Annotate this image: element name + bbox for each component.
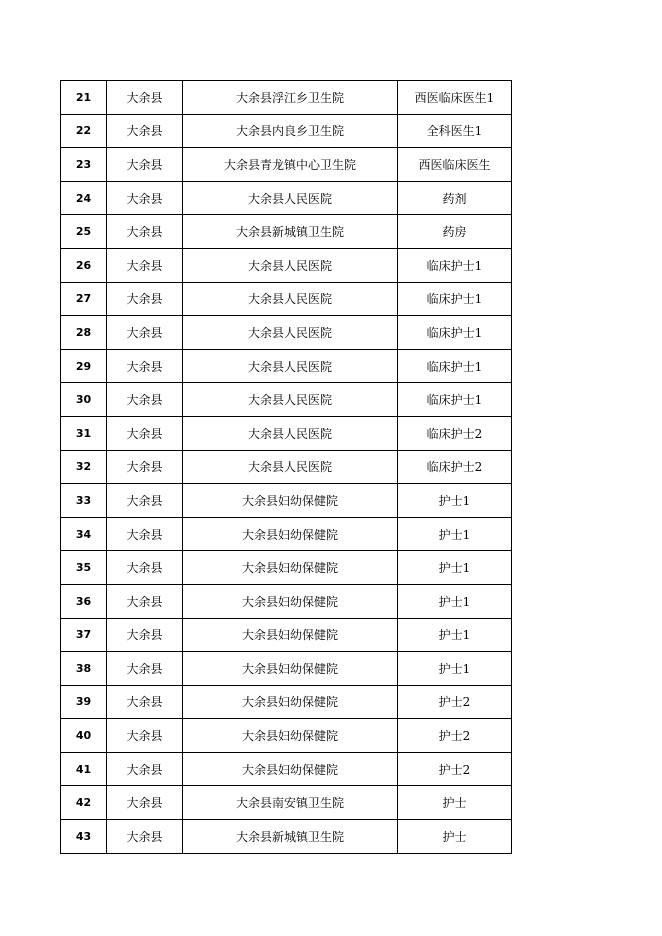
unit-cell: 大余县妇幼保健院 [183, 484, 398, 517]
row-number-cell: 25 [61, 215, 107, 248]
unit-cell: 大余县人民医院 [183, 182, 398, 215]
table-row [61, 383, 512, 417]
post-cell: 临床护士2 [398, 417, 512, 450]
table-row [61, 484, 512, 518]
row-number-cell: 42 [61, 786, 107, 819]
unit-cell: 大余县人民医院 [183, 417, 398, 450]
post-cell: 护士1 [398, 652, 512, 685]
table-row [61, 148, 512, 182]
unit-cell: 大余县妇幼保健院 [183, 585, 398, 618]
unit-cell: 大余县新城镇卫生院 [183, 215, 398, 248]
post-cell: 护士1 [398, 518, 512, 551]
post-cell: 药剂 [398, 182, 512, 215]
post-cell: 护士2 [398, 753, 512, 786]
unit-cell: 大余县人民医院 [183, 283, 398, 316]
row-number-cell: 21 [61, 81, 107, 114]
unit-cell: 大余县人民医院 [183, 350, 398, 383]
row-number-cell: 22 [61, 115, 107, 148]
table-row [61, 249, 512, 283]
table-row [61, 115, 512, 149]
unit-cell: 大余县南安镇卫生院 [183, 786, 398, 819]
table-row [61, 518, 512, 552]
row-number-cell: 36 [61, 585, 107, 618]
county-cell: 大余县 [107, 686, 183, 719]
county-cell: 大余县 [107, 451, 183, 484]
table-row [61, 283, 512, 317]
table-row [61, 719, 512, 753]
post-cell: 西医临床医生1 [398, 81, 512, 114]
county-cell: 大余县 [107, 283, 183, 316]
county-cell: 大余县 [107, 585, 183, 618]
table-row [61, 451, 512, 485]
post-cell: 护士 [398, 786, 512, 819]
row-number-cell: 33 [61, 484, 107, 517]
post-cell: 临床护士2 [398, 451, 512, 484]
table-row [61, 619, 512, 653]
table-row [61, 686, 512, 720]
row-number-cell: 37 [61, 619, 107, 652]
unit-cell: 大余县青龙镇中心卫生院 [183, 148, 398, 181]
row-number-cell: 34 [61, 518, 107, 551]
post-cell: 西医临床医生 [398, 148, 512, 181]
county-cell: 大余县 [107, 551, 183, 584]
row-number-cell: 30 [61, 383, 107, 416]
post-cell: 临床护士1 [398, 283, 512, 316]
county-cell: 大余县 [107, 619, 183, 652]
county-cell: 大余县 [107, 652, 183, 685]
post-cell: 护士2 [398, 719, 512, 752]
unit-cell: 大余县妇幼保健院 [183, 652, 398, 685]
unit-cell: 大余县妇幼保健院 [183, 518, 398, 551]
table-row [61, 215, 512, 249]
row-number-cell: 40 [61, 719, 107, 752]
table-row [61, 316, 512, 350]
table-row [61, 820, 512, 854]
table-row [61, 81, 512, 115]
post-cell: 护士1 [398, 619, 512, 652]
county-cell: 大余县 [107, 316, 183, 349]
row-number-cell: 27 [61, 283, 107, 316]
county-cell: 大余县 [107, 215, 183, 248]
unit-cell: 大余县妇幼保健院 [183, 551, 398, 584]
row-number-cell: 26 [61, 249, 107, 282]
row-number-cell: 32 [61, 451, 107, 484]
table-row [61, 652, 512, 686]
county-cell: 大余县 [107, 719, 183, 752]
county-cell: 大余县 [107, 753, 183, 786]
row-number-cell: 29 [61, 350, 107, 383]
unit-cell: 大余县人民医院 [183, 383, 398, 416]
post-cell: 临床护士1 [398, 350, 512, 383]
post-cell: 药房 [398, 215, 512, 248]
county-cell: 大余县 [107, 417, 183, 450]
post-cell: 护士1 [398, 585, 512, 618]
row-number-cell: 24 [61, 182, 107, 215]
table-row [61, 786, 512, 820]
row-number-cell: 39 [61, 686, 107, 719]
unit-cell: 大余县浮江乡卫生院 [183, 81, 398, 114]
county-cell: 大余县 [107, 383, 183, 416]
post-cell: 全科医生1 [398, 115, 512, 148]
row-number-cell: 23 [61, 148, 107, 181]
county-cell: 大余县 [107, 350, 183, 383]
table-row [61, 753, 512, 787]
unit-cell: 大余县妇幼保健院 [183, 753, 398, 786]
county-cell: 大余县 [107, 182, 183, 215]
post-cell: 护士2 [398, 686, 512, 719]
table-row [61, 417, 512, 451]
row-number-cell: 38 [61, 652, 107, 685]
unit-cell: 大余县人民医院 [183, 249, 398, 282]
row-number-cell: 31 [61, 417, 107, 450]
county-cell: 大余县 [107, 820, 183, 853]
county-cell: 大余县 [107, 148, 183, 181]
row-number-cell: 35 [61, 551, 107, 584]
post-cell: 临床护士1 [398, 316, 512, 349]
county-cell: 大余县 [107, 484, 183, 517]
post-cell: 护士1 [398, 484, 512, 517]
unit-cell: 大余县人民医院 [183, 316, 398, 349]
county-cell: 大余县 [107, 249, 183, 282]
post-cell: 临床护士1 [398, 383, 512, 416]
row-number-cell: 28 [61, 316, 107, 349]
table-row [61, 585, 512, 619]
post-cell: 临床护士1 [398, 249, 512, 282]
unit-cell: 大余县妇幼保健院 [183, 619, 398, 652]
table-row [61, 182, 512, 216]
county-cell: 大余县 [107, 115, 183, 148]
unit-cell: 大余县妇幼保健院 [183, 686, 398, 719]
unit-cell: 大余县新城镇卫生院 [183, 820, 398, 853]
spreadsheet-table [60, 80, 512, 854]
unit-cell: 大余县妇幼保健院 [183, 719, 398, 752]
row-number-cell: 41 [61, 753, 107, 786]
county-cell: 大余县 [107, 786, 183, 819]
county-cell: 大余县 [107, 81, 183, 114]
unit-cell: 大余县内良乡卫生院 [183, 115, 398, 148]
county-cell: 大余县 [107, 518, 183, 551]
table-row [61, 350, 512, 384]
table-row [61, 551, 512, 585]
row-number-cell: 43 [61, 820, 107, 853]
unit-cell: 大余县人民医院 [183, 451, 398, 484]
post-cell: 护士 [398, 820, 512, 853]
post-cell: 护士1 [398, 551, 512, 584]
